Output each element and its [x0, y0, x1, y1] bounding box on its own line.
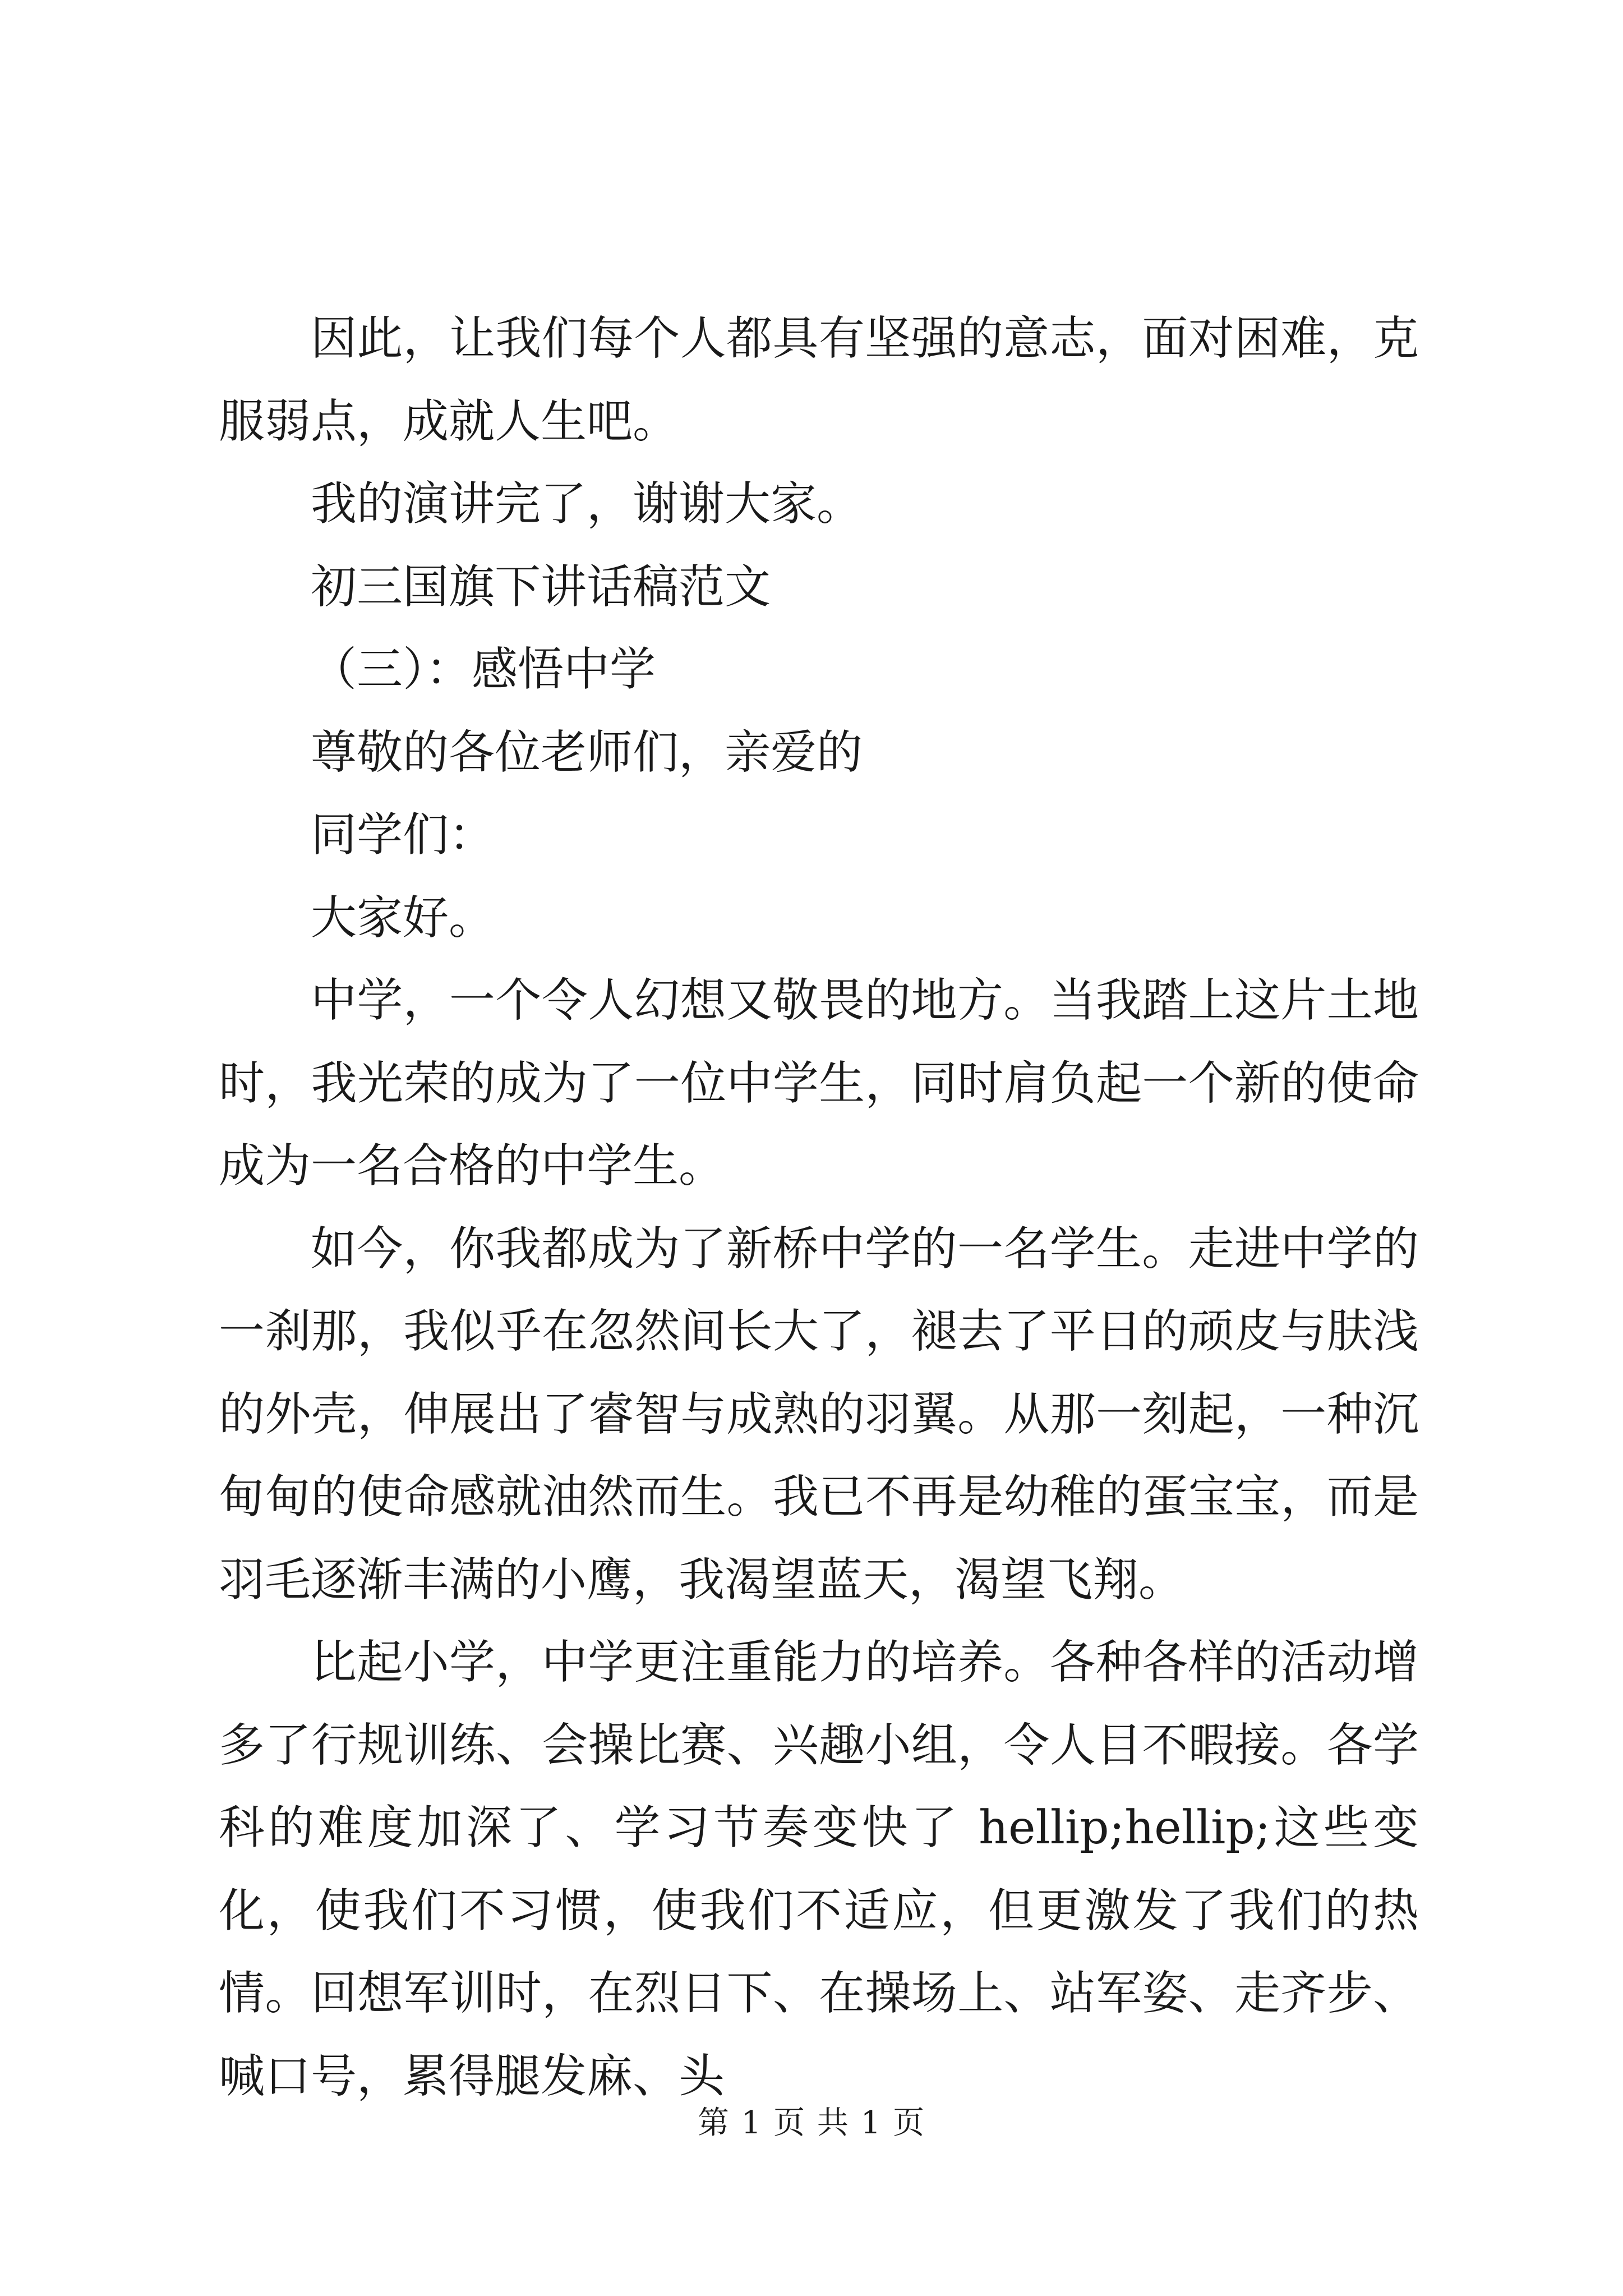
paragraph-5: 尊敬的各位老师们，亲爱的 [311, 725, 863, 779]
document-body [219, 297, 1419, 2118]
paragraph-2: 我的演讲完了，谢谢大家。 [311, 477, 863, 531]
paragraph-8: 中学，一个令人幻想又敬畏的地方。当我踏上这片土地时，我光荣的成为了一位中学生，同时肩负起一个新的使命成为一名合格的中学生。 [219, 974, 1419, 1193]
paragraph-4: （三）：感悟中学 [311, 643, 656, 696]
paragraph-6: 同学们： [311, 808, 495, 862]
paragraph-7: 大家好。 [311, 891, 495, 945]
paragraph-3: 初三国旗下讲话稿范文 [311, 560, 771, 614]
paragraph-9: 如今，你我都成为了新桥中学的一名学生。走进中学的一刹那，我似乎在忽然间长大了，褪去了平日的顽皮与肤浅的外壳，伸展出了睿智与成熟的羽翼。从那一刻起，一种沉甸甸的使命感就油然而生。我已不再是幼稚的蛋宝宝，而是羽毛逐渐丰满的小鹰，我渴望蓝天，渴望飞翔。 [219, 1222, 1419, 1607]
paragraph-10: 比起小学，中学更注重能力的培养。各种各样的活动增多了行规训练、会操比赛、兴趣小组，令人目不暇接。各学科的难度加深了、学习节奏变快了 hellip;hellip;这些变化，使我们不习惯，使我们不适应，但更激发了我们的热情。回想军训时，在烈日下、在操场上、站军姿、走齐步、喊口号，累得腿发麻、头 [219, 1636, 1419, 2103]
page-footer: 第 1 页 共 1 页 [697, 2105, 926, 2141]
paragraph-1: 因此，让我们每个人都具有坚强的意志，面对困难，克服弱点，成就人生吧。 [219, 312, 1419, 448]
